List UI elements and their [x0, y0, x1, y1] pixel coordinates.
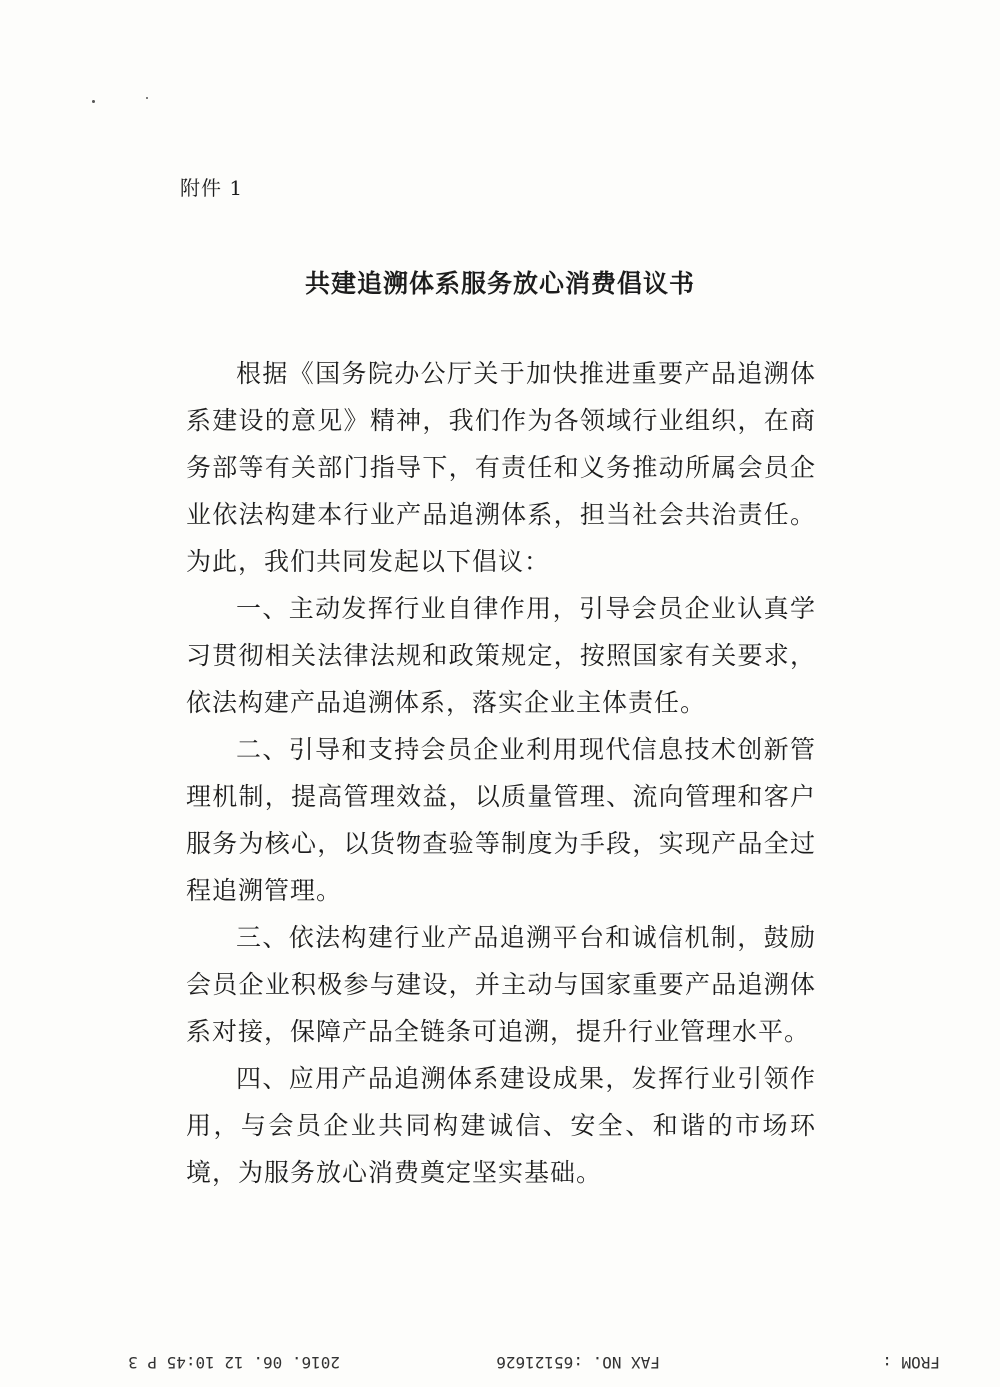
fax-number: FAX NO. :65121626 [496, 1353, 660, 1372]
attachment-label: 附件 1 [180, 176, 244, 200]
document-title: 共建追溯体系服务放心消费倡议书 [304, 269, 695, 298]
scan-speck [92, 100, 95, 103]
fax-datetime: 2016. 06. 12 10:45 P 3 [128, 1353, 340, 1372]
paragraph-intro: 根据《国务院办公厅关于加快推进重要产品追溯体系建设的意见》精神，我们作为各领域行业组织，在商务部等有关部门指导下，有责任和义务推动所属会员企业依法构建本行业产品追溯体系，担当社会共治责任。为此，我们共同发起以下倡议： [186, 359, 816, 576]
fax-from: FROM : [882, 1353, 940, 1372]
paragraph-item-1: 一、主动发挥行业自律作用，引导会员企业认真学习贯彻相关法律法规和政策规定，按照国家有关要求，依法构建产品追溯体系，落实企业主体责任。 [186, 594, 816, 717]
scan-speck [146, 97, 148, 99]
paragraph-item-3: 三、依法构建行业产品追溯平台和诚信机制，鼓励会员企业积极参与建设，并主动与国家重要产品追溯体系对接，保障产品全链条可追溯，提升行业管理水平。 [186, 923, 816, 1046]
paragraph-item-2: 二、引导和支持会员企业利用现代信息技术创新管理机制，提高管理效益，以质量管理、流向管理和客户服务为核心，以货物查验等制度为手段，实现产品全过程追溯管理。 [186, 735, 816, 905]
fax-transmission-header [60, 1348, 940, 1372]
document-body [186, 350, 816, 1196]
paragraph-item-4: 四、应用产品追溯体系建设成果，发挥行业引领作用，与会员企业共同构建诚信、安全、和谐的市场环境，为服务放心消费奠定坚实基础。 [186, 1064, 816, 1187]
